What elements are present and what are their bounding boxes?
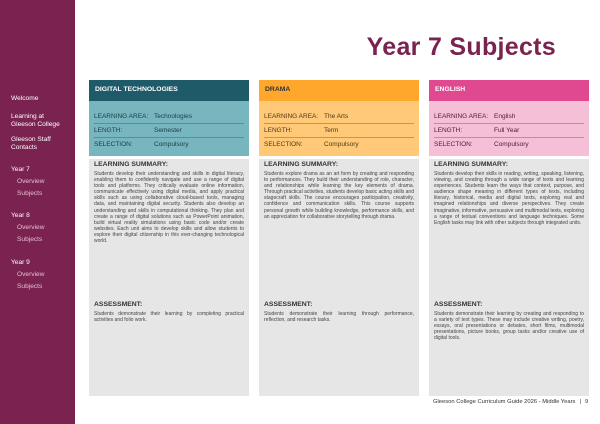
assessment-text: Students demonstrate their learning by completing practical activities and folio work. <box>94 311 244 324</box>
selection-row <box>264 141 359 148</box>
sidebar-nav <box>0 0 75 424</box>
subject-heading: ENGLISH <box>429 80 589 101</box>
selection-label: SELECTION: <box>94 141 133 148</box>
sidebar-item-staff-contacts[interactable]: Gleeson Staff <box>11 136 51 143</box>
selection-value: Compulsory <box>154 141 189 148</box>
length-row <box>94 127 182 134</box>
subject-heading: DRAMA <box>259 80 419 101</box>
divider <box>264 137 414 138</box>
subject-info-panel <box>259 101 419 156</box>
page-footer <box>433 399 588 405</box>
length-row <box>264 127 339 134</box>
learning-area-label: LEARNING AREA: <box>264 113 319 120</box>
learning-summary-label: LEARNING SUMMARY: <box>434 161 509 168</box>
selection-value: Compulsory <box>494 141 529 148</box>
footer-text: Gleeson College Curriculum Guide 2026 - Middle Years <box>433 399 576 405</box>
sidebar-item-year-7-overview[interactable]: Overview <box>17 178 45 185</box>
subject-card-english <box>429 80 589 396</box>
length-label: LENGTH: <box>434 127 463 134</box>
subject-body <box>429 159 589 396</box>
sidebar-item-year-7[interactable]: Year 7 <box>11 166 30 173</box>
subject-info-panel <box>429 101 589 156</box>
selection-row <box>434 141 529 148</box>
sidebar-item-year-7-subjects[interactable]: Subjects <box>17 190 43 197</box>
sidebar-item-year-9-overview[interactable]: Overview <box>17 271 45 278</box>
learning-area-row <box>264 113 349 120</box>
sidebar-item-year-9-subjects[interactable]: Subjects <box>17 283 43 290</box>
subject-heading: DIGITAL TECHNOLOGIES <box>89 80 249 101</box>
selection-value: Compulsory <box>324 141 359 148</box>
subject-card-digital-technologies <box>89 80 249 396</box>
learning-area-value: Technologies <box>154 113 192 120</box>
length-value: Full Year <box>494 127 520 134</box>
sidebar-item-welcome[interactable]: Welcome <box>11 95 39 102</box>
learning-summary-label: LEARNING SUMMARY: <box>94 161 169 168</box>
length-row <box>434 127 520 134</box>
subject-body <box>259 159 419 396</box>
length-value: Term <box>324 127 339 134</box>
learning-area-value: The Arts <box>324 113 349 120</box>
sidebar-item-year-8-subjects[interactable]: Subjects <box>17 236 43 243</box>
selection-label: SELECTION: <box>434 141 473 148</box>
subject-card-drama <box>259 80 419 396</box>
divider <box>94 137 244 138</box>
page-number: 9 <box>584 399 589 405</box>
length-label: LENGTH: <box>264 127 293 134</box>
subject-info-panel <box>89 101 249 156</box>
sidebar-item-year-9[interactable]: Year 9 <box>11 259 30 266</box>
assessment-text: Students demonstrate their learning by creating and responding to a variety of text types. These may include creative writing, poetry, essays, oral presentations or debates, short films, multimodal presentations, picture books, group tasks and/or creative use of digital tools. <box>434 311 584 342</box>
length-label: LENGTH: <box>94 127 123 134</box>
learning-summary-text: Students explore drama as an art form by creating and responding to performances. They build their understanding of role, character, and relationships while learning the key elements of drama. Through practical activities, students develop basic acting skills and stagecraft skills. The course encourages participation, creativity, confidence and communication skills. This course supports personal growth while building knowledge, performance skills, and an appreciation for collaborative storytelling through drama. <box>264 171 414 220</box>
divider <box>434 137 584 138</box>
selection-row <box>94 141 189 148</box>
learning-area-row <box>434 113 516 120</box>
assessment-label: ASSESSMENT: <box>94 301 143 308</box>
learning-summary-text: Students develop their skills in reading, writing, speaking, listening, viewing, and creating through a wide range of texts and learning experiences. Students learn the ways that context, purpose, and audience shape meaning in different types of texts, including literary, historical, media and digital texts, exploring real and imagined relationships and diverse perspectives. They create imaginative, informative, persuasive and multimodal texts, exploring a range of textual conventions and language techniques. Some English tasks may link with other subjects through integrated units. <box>434 171 584 226</box>
divider <box>264 123 414 124</box>
sidebar-item-learning[interactable]: Learning at <box>11 113 44 120</box>
learning-summary-text: Students develop their understanding and skills in digital literacy, enabling them to confidently navigate and use a range of digital tools and platforms. They critically evaluate online information, communicate effectively using digital media, and apply practical skills such as using collaborative cloud-based tools, managing data, and maintaining digital security. Students also develop an understanding and skills in computational thinking. They plan and create a range of digital solutions such as PowerPoint animation, build virtual reality simulations using basic code and/or create websites. Each unit aims to develop skills and allow students to explore their digital citizenship in this ever-changing technological world. <box>94 171 244 245</box>
sidebar-item-year-8[interactable]: Year 8 <box>11 212 30 219</box>
learning-area-value: English <box>494 113 516 120</box>
page-title: Year 7 Subjects <box>366 33 556 61</box>
sidebar-item-year-8-overview[interactable]: Overview <box>17 224 45 231</box>
learning-area-row <box>94 113 192 120</box>
length-value: Semester <box>154 127 182 134</box>
assessment-label: ASSESSMENT: <box>434 301 483 308</box>
assessment-text: Students demonstrate their learning through performance, reflection, and research tasks. <box>264 311 414 324</box>
divider <box>434 123 584 124</box>
sidebar-item-learning-line2[interactable]: Gleeson College <box>11 121 60 128</box>
selection-label: SELECTION: <box>264 141 303 148</box>
assessment-label: ASSESSMENT: <box>264 301 313 308</box>
footer-separator: | <box>579 399 581 405</box>
learning-area-label: LEARNING AREA: <box>434 113 489 120</box>
subject-body <box>89 159 249 396</box>
learning-area-label: LEARNING AREA: <box>94 113 149 120</box>
divider <box>94 123 244 124</box>
learning-summary-label: LEARNING SUMMARY: <box>264 161 339 168</box>
sidebar-item-staff-contacts-line2[interactable]: Contacts <box>11 144 38 151</box>
